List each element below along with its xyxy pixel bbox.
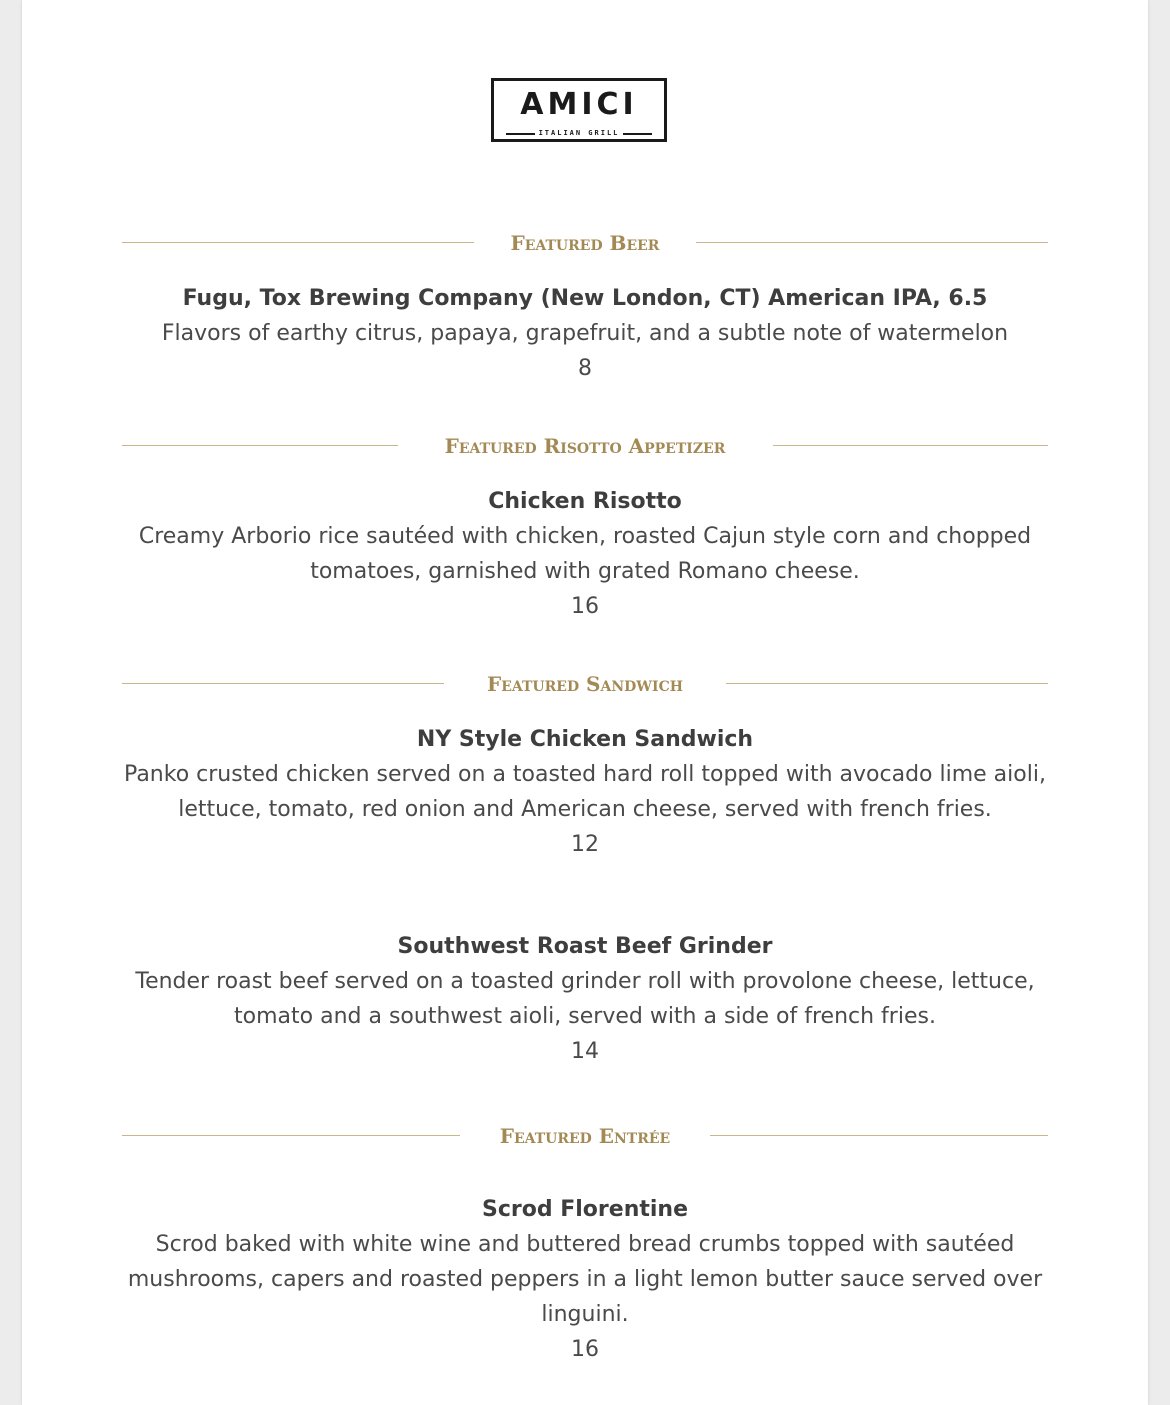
section-title: Featured Sandwich [487, 672, 683, 696]
logo-tagline-wrap [494, 128, 664, 138]
item-name: Fugu, Tox Brewing Company (New London, CT) American IPA, 6.5 [182, 286, 988, 311]
item-name: NY Style Chicken Sandwich [416, 727, 754, 752]
menu-item-scrod-florentine [122, 1192, 1048, 1367]
logo-name: AMICI [520, 87, 638, 122]
amici-logo [491, 78, 667, 142]
item-description: Creamy Arborio rice sautéed with chicken, roasted Cajun style corn and chopped tomatoes, garnished with grated Romano cheese. [138, 524, 1032, 584]
menu-page [22, 0, 1148, 1405]
section-header-featured-sandwich [122, 669, 1048, 699]
item-description: Scrod baked with white wine and buttered bread crumbs topped with sautéed mushrooms, capers and roasted peppers in a light lemon butter sauce served over linguini. [127, 1232, 1043, 1327]
item-description: Panko crusted chicken served on a toasted hard roll topped with avocado lime aioli, lettuce, tomato, red onion and American cheese, served with french fries. [124, 762, 1046, 822]
item-price: 14 [571, 1039, 599, 1064]
section-header-featured-risotto-appetizer [122, 431, 1048, 461]
menu-item-ny-style-chicken-sandwich [122, 722, 1048, 862]
item-price: 12 [571, 832, 599, 857]
section-header-featured-entree [122, 1121, 1048, 1151]
item-name: Scrod Florentine [481, 1197, 688, 1222]
menu-item-fugu-ipa [122, 281, 1048, 386]
section-title: Featured Risotto Appetizer [444, 434, 726, 458]
menu-item-chicken-risotto [122, 484, 1048, 624]
section-title: Featured Entrée [499, 1124, 671, 1148]
section-title: Featured Beer [510, 231, 660, 255]
item-name: Chicken Risotto [488, 489, 682, 514]
item-price: 8 [578, 356, 592, 381]
item-description: Tender roast beef served on a toasted grinder roll with provolone cheese, lettuce, tomato and a southwest aioli, served with a side of french fries. [135, 969, 1035, 1029]
item-description: Flavors of earthy citrus, papaya, grapefruit, and a subtle note of watermelon [161, 321, 1009, 346]
logo-tagline: ITALIAN GRILL [535, 129, 624, 137]
item-name: Southwest Roast Beef Grinder [397, 934, 773, 959]
item-price: 16 [571, 1337, 599, 1362]
section-header-featured-beer [122, 228, 1048, 258]
item-price: 16 [571, 594, 599, 619]
menu-item-southwest-roast-beef-grinder [122, 929, 1048, 1069]
